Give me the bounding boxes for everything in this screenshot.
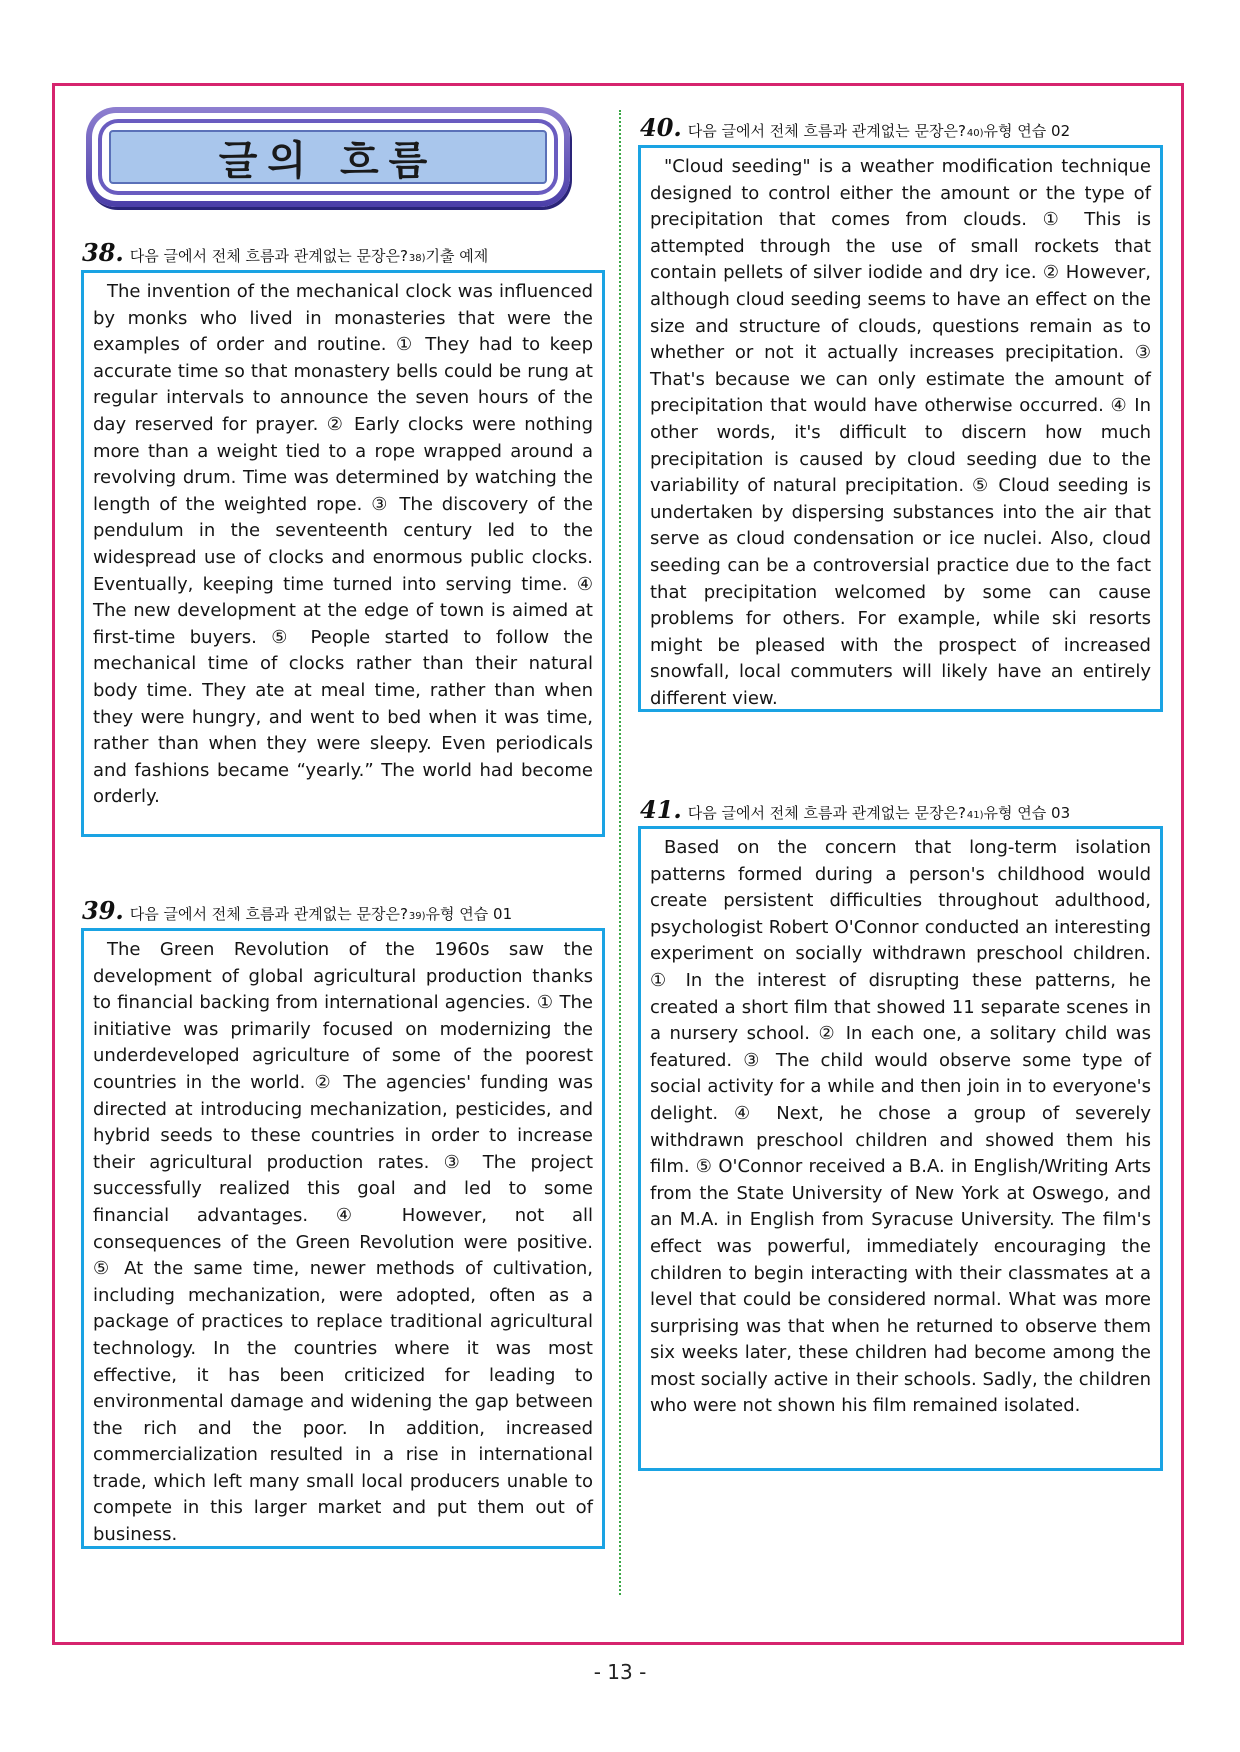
question-41-header [640, 795, 1070, 824]
question-tag: 유형 연습 01 [425, 905, 513, 923]
question-number: 40. [640, 113, 682, 142]
question-tag: 유형 연습 03 [983, 804, 1071, 822]
question-prompt: 다음 글에서 전체 흐름과 관계없는 문장은? [687, 804, 966, 822]
passage-text: The Green Revolution of the 1960s saw the development of global agricultural production thanks to financial backing from international agencies. ① The initiative was primarily focused on modernizing the underdeveloped agriculture of some of the poorest countries in the world. ② The agencies' funding was directed at introducing mechanization, pesticides, and hybrid seeds to these countries in order to increase their agricultural production rates. ③ The project successfully realized this goal and led to some financial advantages. ④ However, not all consequences of the Green Revolution were positive. ⑤ At the same time, newer methods of cultivation, including mechanization, were adopted, often as a package of practices to replace traditional agricultural technology. In the countries where it was most effective, it has been criticized for leading to environmental damage and widening the gap between the rich and the poor. In addition, increased commercialization resulted in a rise in international trade, which left many small local producers unable to compete in this larger market and put them out of business. [93, 939, 593, 1546]
question-prompt: 다음 글에서 전체 흐름과 관계없는 문장은? [687, 122, 966, 140]
passage-text: Based on the concern that long-term isolation patterns formed during a person's childhood would create persistent difficulties throughout adulthood, psychologist Robert O'Connor conducted an interesting experiment on socially withdrawn preschool children. ① In the interest of disrupting these patterns, he created a short film that showed 11 separate scenes in a nursery school. ② In each one, a solitary child was featured. ③ The child would observe some type of social activity for a while and then join in to everyone's delight. ④ Next, he chose a group of severely withdrawn preschool children and showed them his film. ⑤ O'Connor received a B.A. in English/Writing Arts from the State University of New York at Oswego, and an M.A. in English from Syracuse University. The film's effect was powerful, immediately encouraging the children to begin interacting with their classmates at a level that could be considered normal. What was more surprising was that when he returned to observe them six weeks later, these children had become among the most socially active in their schools. Sadly, the children who were not shown his film remained isolated. [650, 837, 1151, 1417]
page-number: - 13 - [593, 1660, 647, 1684]
passage-box-39 [81, 928, 605, 1549]
question-number: 39. [82, 896, 124, 925]
section-title: 글의 흐름 [218, 137, 438, 184]
passage-box-40 [638, 145, 1163, 712]
question-prompt: 다음 글에서 전체 흐름과 관계없는 문장은? [129, 247, 408, 265]
question-tag: 기출 예제 [425, 247, 489, 265]
footnote-marker: 41) [966, 810, 984, 821]
column-divider [619, 110, 621, 1595]
footnote-marker: 38) [408, 253, 426, 264]
footnote-marker: 39) [408, 911, 426, 922]
question-prompt: 다음 글에서 전체 흐름과 관계없는 문장은? [129, 905, 408, 923]
question-39-header [82, 896, 512, 925]
passage-box-38 [81, 270, 605, 837]
passage-text: "Cloud seeding" is a weather modification technique designed to control either the amount or the type of precipitation that comes from clouds. ① This is attempted through the use of small rockets that contain pellets of silver iodide and dry ice. ② However, although cloud seeding seems to have an effect on the size and structure of clouds, questions remain as to whether or not it actually increases precipitation. ③ That's because we can only estimate the amount of precipitation that would have otherwise occurred. ④ In other words, it's difficult to discern how much precipitation is caused by cloud seeding due to the variability of natural precipitation. ⑤ Cloud seeding is undertaken by dispersing substances into the air that serve as cloud condensation or ice nuclei. Also, cloud seeding can be a controversial practice due to the fact that precipitation welcomed by some can cause problems for others. For example, while ski resorts might be pleased with the prospect of increased snowfall, local commuters will likely have an entirely different view. [650, 156, 1151, 709]
question-number: 41. [640, 795, 682, 824]
question-tag: 유형 연습 02 [983, 122, 1071, 140]
footnote-marker: 40) [966, 128, 984, 139]
section-title-badge [86, 107, 570, 207]
passage-text: The invention of the mechanical clock was influenced by monks who lived in monasteries that were the examples of order and routine. ① They had to keep accurate time so that monastery bells could be rung at regular intervals to announce the seven hours of the day reserved for prayer. ② Early clocks were nothing more than a weight tied to a rope wrapped around a revolving drum. Time was determined by watching the length of the weighted rope. ③ The discovery of the pendulum in the seventeenth century led to the widespread use of clocks and enormous public clocks. Eventually, keeping time turned into serving time. ④ The new development at the edge of town is aimed at first-time buyers. ⑤ People started to follow the mechanical time of clocks rather than their natural body time. They ate at meal time, rather than when they were hungry, and went to bed when it was time, rather than when they were sleepy. Even periodicals and fashions became “yearly.” The world had become orderly. [93, 281, 593, 808]
passage-box-41 [638, 826, 1163, 1471]
question-38-header [82, 238, 488, 267]
question-number: 38. [82, 238, 124, 267]
question-40-header [640, 113, 1070, 142]
